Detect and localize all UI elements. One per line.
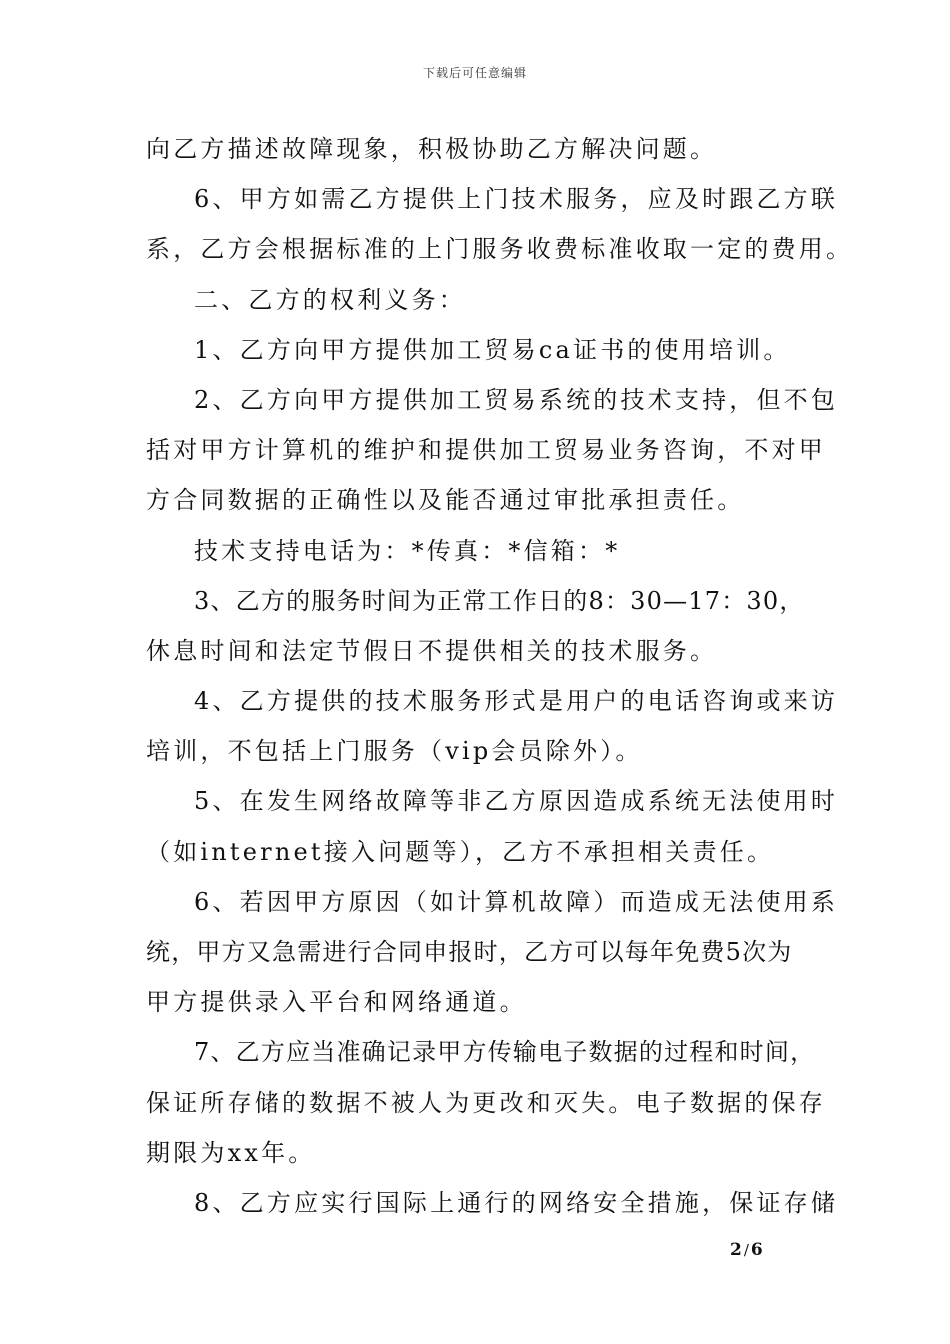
page-number [730, 1240, 763, 1260]
paragraph-line: 系，乙方会根据标准的上门服务收费标准收取一定的费用。 [146, 235, 854, 264]
paragraph-line: 5、在发生网络故障等非乙方原因造成系统无法使用时 [194, 787, 839, 816]
paragraph-line: （如internet接入问题等），乙方不承担相关责任。 [146, 837, 775, 866]
paragraph-line: 技术支持电话为：*传真：*信箱：* [194, 536, 621, 565]
paragraph-line: 保证所存储的数据不被人为更改和灭失。电子数据的保存 [146, 1088, 826, 1117]
paragraph-line: 统，甲方又急需进行合同申报时，乙方可以每年免费5次为 [146, 938, 793, 966]
paragraph-line: 期限为xx年。 [146, 1138, 316, 1167]
paragraph-line: 6、甲方如需乙方提供上门技术服务，应及时跟乙方联 [194, 185, 839, 214]
paragraph-line: 2、乙方向甲方提供加工贸易系统的技术支持，但不包 [194, 385, 839, 414]
paragraph-line: 甲方提供录入平台和网络通道。 [146, 988, 527, 1017]
page-total: 6 [750, 1240, 763, 1260]
paragraph-line: 休息时间和法定节假日不提供相关的技术服务。 [146, 636, 718, 665]
paragraph-line: 1、乙方向甲方提供加工贸易ca证书的使用培训。 [194, 335, 791, 364]
document-body [146, 124, 854, 1228]
paragraph-line: 4、乙方提供的技术服务形式是用户的电话咨询或来访 [194, 687, 839, 716]
page-current: 2 [730, 1240, 742, 1260]
paragraph-line: 7、乙方应当准确记录甲方传输电子数据的过程和时间， [194, 1038, 816, 1067]
paragraph-line: 6、若因甲方原因（如计算机故障）而造成无法使用系 [194, 887, 839, 916]
paragraph-line: 3、乙方的服务时间为正常工作日的8：30—17：30， [194, 586, 805, 615]
paragraph-line: 方合同数据的正确性以及能否通过审批承担责任。 [146, 486, 745, 515]
page-separator: / [743, 1241, 749, 1259]
paragraph-line: 括对甲方计算机的维护和提供加工贸易业务咨询，不对甲 [146, 436, 826, 465]
paragraph-line: 向乙方描述故障现象，积极协助乙方解决问题。 [146, 135, 718, 163]
paragraph-line: 8、乙方应实行国际上通行的网络安全措施，保证存储 [194, 1188, 839, 1217]
section-heading: 二、乙方的权利义务： [194, 285, 466, 314]
paragraph-line: 培训，不包括上门服务（vip会员除外）。 [146, 737, 643, 766]
page-header: 下载后可任意编辑 [422, 66, 527, 80]
